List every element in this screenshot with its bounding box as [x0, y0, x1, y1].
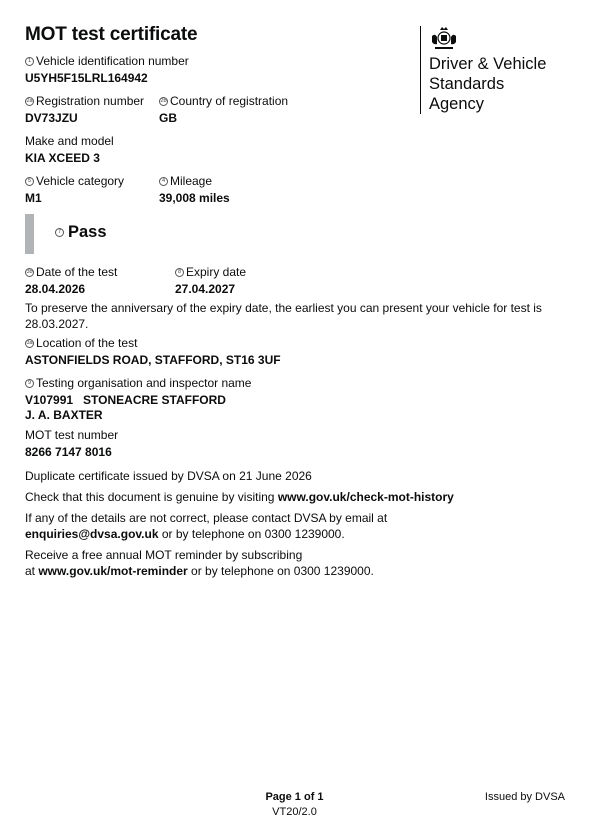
organisation-label: Testing organisation and inspector name: [36, 376, 252, 390]
logo-line-1: Driver & Vehicle: [429, 55, 547, 73]
test-date-field: [25, 265, 117, 297]
reminder-line-1: Receive a free annual MOT reminder by subscribing: [25, 548, 303, 562]
field-number-icon: 9: [25, 379, 34, 388]
field-number-icon: 3b: [25, 268, 34, 277]
location-field: [25, 336, 281, 368]
vin-label: Vehicle identification number: [36, 54, 189, 68]
result-label: Pass: [68, 223, 107, 241]
expiry-date-field: [175, 265, 246, 297]
registration-label: Registration number: [36, 94, 145, 108]
reminder-note: [25, 547, 560, 579]
certificate-title: MOT test certificate: [25, 24, 198, 45]
genuine-text: Check that this document is genuine by visiting: [25, 490, 278, 504]
duplicate-note: Duplicate certificate issued by DVSA on 21 June 2026: [25, 469, 312, 483]
royal-crest-icon: [429, 26, 459, 52]
vin-value: U5YH5F15LRL164942: [25, 71, 148, 85]
category-field: [25, 174, 124, 206]
field-number-icon: 4: [159, 177, 168, 186]
field-number-icon: 8: [175, 268, 184, 277]
email-link[interactable]: enquiries@dvsa.gov.uk: [25, 527, 159, 541]
contact-note: [25, 510, 560, 542]
registration-field: [25, 94, 144, 126]
anniversary-note: To preserve the anniversary of the expiry date, the earliest you can present your vehicle for test is 28.03.2027.: [25, 301, 542, 331]
result-status: [55, 223, 107, 242]
field-number-icon: 1: [25, 57, 34, 66]
page-indicator: Page 1 of 1: [265, 791, 324, 803]
issued-by: Issued by DVSA: [484, 791, 565, 803]
make-model-label: Make and model: [25, 134, 114, 148]
test-date-value: 28.04.2026: [25, 282, 86, 296]
dvsa-logo: [420, 26, 546, 114]
logo-line-3: Agency: [429, 95, 485, 113]
field-number-icon: 5: [25, 177, 34, 186]
mileage-value: 39,008 miles: [159, 191, 230, 205]
country-field: [159, 94, 288, 126]
field-number-icon: 2a: [25, 97, 34, 106]
field-number-icon: 7: [55, 228, 64, 237]
contact-rest: or by telephone on 0300 1239000.: [158, 527, 345, 541]
mot-reminder-link[interactable]: www.gov.uk/mot-reminder: [38, 564, 188, 578]
make-model-field: [25, 134, 114, 166]
test-number-value: 8266 7147 8016: [25, 445, 112, 459]
vin-field: [25, 54, 189, 86]
mileage-field: [159, 174, 230, 206]
check-mot-history-link[interactable]: www.gov.uk/check-mot-history: [277, 490, 454, 504]
inspector-name: J. A. BAXTER: [25, 408, 103, 422]
category-label: Vehicle category: [36, 174, 125, 188]
reminder-rest: or by telephone on 0300 1239000.: [187, 564, 374, 578]
expiry-date-label: Expiry date: [186, 265, 247, 279]
country-value: GB: [159, 111, 177, 125]
make-model-value: KIA XCEED 3: [25, 151, 100, 165]
field-number-icon: 3a: [25, 339, 34, 348]
country-label: Country of registration: [170, 94, 289, 108]
organisation-field: [25, 376, 251, 423]
expiry-date-value: 27.04.2027: [175, 282, 236, 296]
category-value: M1: [25, 191, 42, 205]
test-number-label: MOT test number: [25, 428, 119, 442]
contact-line-1: If any of the details are not correct, please contact DVSA by email at: [25, 511, 388, 525]
form-code: VT20/2.0: [272, 806, 317, 818]
test-date-label: Date of the test: [36, 265, 118, 279]
field-number-icon: 2b: [159, 97, 168, 106]
genuine-check: [25, 489, 560, 505]
test-number-field: [25, 428, 118, 460]
mileage-label: Mileage: [170, 174, 213, 188]
reminder-prefix: at: [25, 564, 39, 578]
location-label: Location of the test: [36, 336, 138, 350]
location-value: ASTONFIELDS ROAD, STAFFORD, ST16 3UF: [25, 353, 281, 367]
organisation-value: V107991 STONEACRE STAFFORD: [25, 393, 226, 407]
logo-line-2: Standards: [429, 75, 505, 93]
registration-value: DV73JZU: [25, 111, 78, 125]
result-bar: [25, 214, 34, 254]
